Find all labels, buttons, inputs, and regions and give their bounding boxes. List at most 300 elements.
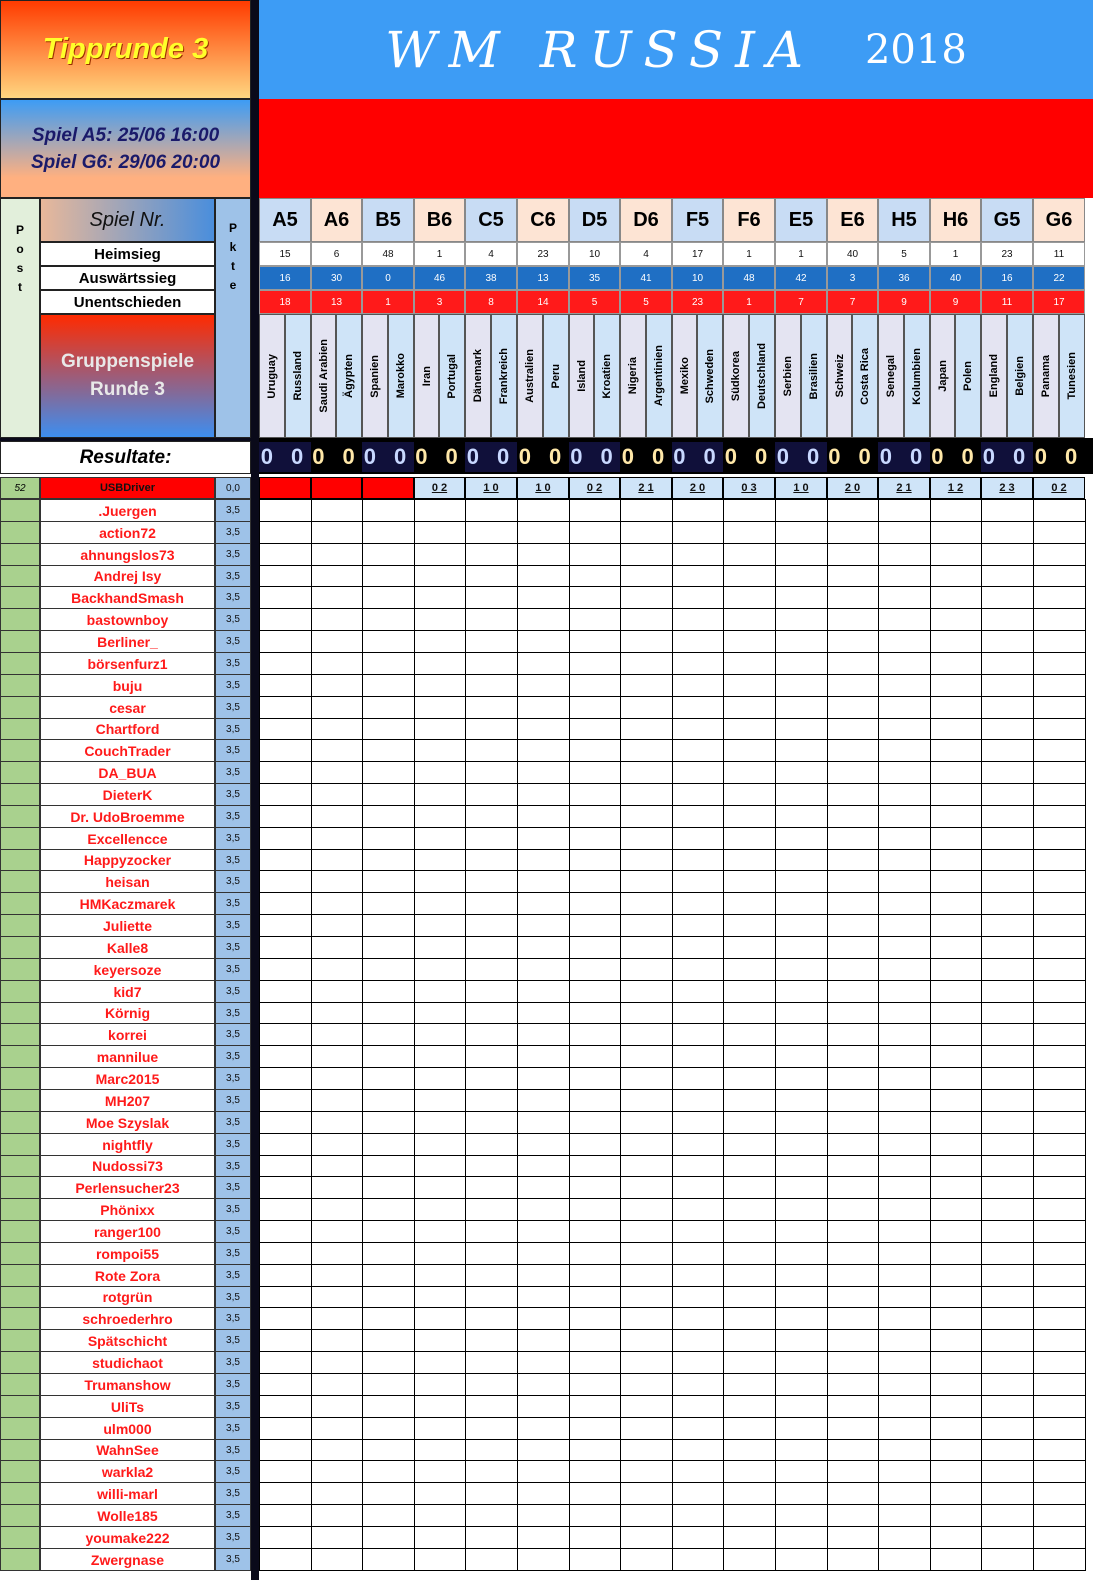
tip-cell[interactable] — [414, 1089, 466, 1112]
tip-cell[interactable] — [569, 1002, 621, 1024]
tip-cell[interactable] — [517, 1482, 570, 1505]
tip-cell[interactable] — [672, 1329, 724, 1352]
tip-cell[interactable] — [981, 674, 1034, 697]
tip-cell[interactable] — [1033, 1067, 1086, 1090]
tip-cell[interactable] — [827, 1089, 879, 1112]
tip-cell[interactable] — [672, 718, 724, 740]
tip-cell[interactable] — [517, 1460, 570, 1483]
tip-cell[interactable] — [311, 870, 363, 893]
tip-cell[interactable] — [517, 608, 570, 631]
tip-cell[interactable] — [672, 1264, 724, 1287]
tip-cell[interactable] — [827, 1307, 879, 1330]
tip-cell[interactable] — [930, 630, 982, 653]
tip-cell[interactable] — [930, 1395, 982, 1418]
tip-cell[interactable] — [723, 652, 776, 675]
tip-cell[interactable] — [827, 1198, 879, 1221]
tip-cell[interactable] — [311, 1242, 363, 1265]
tip-cell[interactable] — [620, 696, 673, 719]
tip-cell[interactable] — [362, 1023, 415, 1046]
tip-cell[interactable] — [517, 1023, 570, 1046]
tip-cell[interactable] — [259, 674, 312, 697]
tip-cell[interactable] — [930, 1526, 982, 1549]
tip-cell[interactable] — [311, 827, 363, 850]
tip-cell[interactable] — [1033, 565, 1086, 587]
tip-cell[interactable] — [723, 718, 776, 740]
tip-cell[interactable] — [1033, 1198, 1086, 1221]
tip-cell[interactable] — [878, 1417, 931, 1440]
tip-cell[interactable] — [1033, 499, 1086, 522]
tip-cell[interactable] — [362, 980, 415, 1003]
tip-cell[interactable] — [362, 674, 415, 697]
tip-cell[interactable] — [723, 1023, 776, 1046]
tip-cell[interactable] — [620, 499, 673, 522]
tip-cell[interactable] — [930, 696, 982, 719]
tip-cell[interactable] — [827, 1155, 879, 1177]
tip-cell[interactable] — [414, 827, 466, 850]
tip-cell[interactable] — [723, 1002, 776, 1024]
tip-cell[interactable] — [930, 1439, 982, 1461]
tip-cell[interactable] — [981, 739, 1034, 762]
tip-cell[interactable] — [465, 630, 518, 653]
tip-cell[interactable] — [1033, 586, 1086, 609]
tip-cell[interactable] — [723, 1176, 776, 1199]
tip-cell[interactable] — [1033, 980, 1086, 1003]
tip-cell[interactable] — [620, 892, 673, 915]
tip-cell[interactable] — [569, 1133, 621, 1156]
tip-cell[interactable] — [311, 1045, 363, 1068]
tip-cell[interactable] — [981, 761, 1034, 784]
tip-cell[interactable] — [981, 958, 1034, 981]
tip-cell[interactable] — [775, 521, 828, 544]
tip-cell[interactable] — [981, 1089, 1034, 1112]
tip-cell[interactable] — [930, 958, 982, 981]
tip-cell[interactable] — [414, 543, 466, 566]
tip-cell[interactable] — [672, 608, 724, 631]
tip-cell[interactable] — [465, 586, 518, 609]
tip-cell[interactable] — [259, 1286, 312, 1308]
tip-cell[interactable] — [930, 1329, 982, 1352]
tip-cell[interactable] — [775, 1417, 828, 1440]
tip-cell[interactable] — [465, 870, 518, 893]
tip-cell[interactable] — [414, 1329, 466, 1352]
tip-cell[interactable] — [827, 761, 879, 784]
tip-cell[interactable] — [620, 1220, 673, 1243]
tip-cell[interactable] — [414, 718, 466, 740]
tip-cell[interactable] — [981, 1023, 1034, 1046]
tip-cell[interactable] — [311, 1351, 363, 1374]
tip-cell[interactable] — [775, 652, 828, 675]
tip-cell[interactable] — [1033, 1089, 1086, 1112]
tip-cell[interactable] — [311, 1133, 363, 1156]
tip-cell[interactable] — [620, 1286, 673, 1308]
tip-cell[interactable] — [620, 980, 673, 1003]
tip-cell[interactable] — [569, 1023, 621, 1046]
tip-cell[interactable] — [517, 849, 570, 871]
tip-cell[interactable] — [465, 1329, 518, 1352]
tip-cell[interactable] — [827, 1133, 879, 1156]
tip-cell[interactable] — [930, 739, 982, 762]
tip-cell[interactable] — [362, 783, 415, 806]
tip-cell[interactable] — [465, 1155, 518, 1177]
tip-cell[interactable] — [723, 1045, 776, 1068]
tip-cell[interactable] — [930, 674, 982, 697]
tip-cell[interactable] — [465, 1023, 518, 1046]
tip-cell[interactable] — [620, 718, 673, 740]
tip-cell[interactable] — [569, 892, 621, 915]
tip-cell[interactable] — [930, 870, 982, 893]
tip-cell[interactable] — [517, 1329, 570, 1352]
tip-cell[interactable] — [362, 1242, 415, 1265]
tip-cell[interactable] — [981, 1373, 1034, 1396]
tip-cell[interactable] — [930, 936, 982, 959]
tip-cell[interactable] — [569, 914, 621, 937]
tip-cell[interactable] — [723, 499, 776, 522]
tip-cell[interactable] — [878, 1023, 931, 1046]
tip-cell[interactable] — [723, 1460, 776, 1483]
tip-cell[interactable] — [620, 761, 673, 784]
tip-cell[interactable] — [517, 892, 570, 915]
tip-cell[interactable] — [672, 1133, 724, 1156]
tip-cell[interactable] — [311, 958, 363, 981]
tip-cell[interactable] — [259, 870, 312, 893]
tip-cell[interactable] — [414, 739, 466, 762]
tip-cell[interactable] — [775, 1089, 828, 1112]
tip-cell[interactable] — [930, 521, 982, 544]
tip-cell[interactable] — [1033, 958, 1086, 981]
tip-cell[interactable] — [569, 1067, 621, 1090]
tip-cell[interactable] — [362, 1067, 415, 1090]
tip-cell[interactable] — [930, 980, 982, 1003]
tip-cell[interactable] — [981, 827, 1034, 850]
tip-cell[interactable] — [775, 914, 828, 937]
tip-cell[interactable] — [465, 696, 518, 719]
tip-cell[interactable] — [672, 980, 724, 1003]
tip-cell[interactable] — [311, 1198, 363, 1221]
tip-cell[interactable] — [620, 1417, 673, 1440]
tip-cell[interactable] — [362, 739, 415, 762]
tip-cell[interactable] — [569, 1373, 621, 1396]
tip-cell[interactable] — [362, 1089, 415, 1112]
tip-cell[interactable] — [930, 718, 982, 740]
tip-cell[interactable] — [362, 1482, 415, 1505]
tip-cell[interactable] — [259, 1155, 312, 1177]
tip-cell[interactable] — [620, 783, 673, 806]
tip-cell[interactable] — [620, 521, 673, 544]
tip-cell[interactable] — [362, 499, 415, 522]
tip-cell[interactable] — [465, 1198, 518, 1221]
tip-cell[interactable] — [414, 805, 466, 828]
tip-cell[interactable] — [362, 565, 415, 587]
tip-cell[interactable] — [775, 1373, 828, 1396]
tip-cell[interactable] — [878, 1089, 931, 1112]
tip-cell[interactable] — [878, 980, 931, 1003]
tip-cell[interactable] — [569, 849, 621, 871]
tip-cell[interactable] — [672, 936, 724, 959]
tip-cell[interactable] — [1033, 674, 1086, 697]
tip-cell[interactable] — [362, 849, 415, 871]
tip-cell[interactable] — [259, 1526, 312, 1549]
tip-cell[interactable] — [517, 827, 570, 850]
tip-cell[interactable] — [878, 849, 931, 871]
tip-cell[interactable] — [517, 1307, 570, 1330]
tip-cell[interactable] — [465, 1002, 518, 1024]
tip-cell[interactable] — [723, 1329, 776, 1352]
tip-cell[interactable] — [517, 1373, 570, 1396]
tip-cell[interactable] — [569, 827, 621, 850]
tip-cell[interactable] — [723, 1286, 776, 1308]
tip-cell[interactable] — [569, 565, 621, 587]
tip-cell[interactable] — [981, 1242, 1034, 1265]
tip-cell[interactable] — [981, 870, 1034, 893]
tip-cell[interactable] — [981, 1176, 1034, 1199]
tip-cell[interactable] — [414, 1526, 466, 1549]
tip-cell[interactable] — [620, 1067, 673, 1090]
tip-cell[interactable] — [1033, 1504, 1086, 1527]
tip-cell[interactable] — [827, 1417, 879, 1440]
tip-cell[interactable] — [259, 586, 312, 609]
tip-cell[interactable] — [672, 1111, 724, 1134]
tip-cell[interactable] — [517, 1264, 570, 1287]
tip-cell[interactable] — [723, 565, 776, 587]
tip-cell[interactable] — [465, 914, 518, 937]
tip-cell[interactable] — [827, 608, 879, 631]
tip-cell[interactable] — [569, 1307, 621, 1330]
tip-cell[interactable] — [775, 1045, 828, 1068]
tip-cell[interactable] — [723, 608, 776, 631]
tip-cell[interactable] — [465, 1504, 518, 1527]
tip-cell[interactable] — [981, 543, 1034, 566]
tip-cell[interactable] — [981, 608, 1034, 631]
tip-cell[interactable] — [311, 1286, 363, 1308]
tip-cell[interactable] — [723, 586, 776, 609]
tip-cell[interactable] — [414, 674, 466, 697]
tip-cell[interactable] — [465, 936, 518, 959]
tip-cell[interactable] — [414, 499, 466, 522]
tip-cell[interactable] — [672, 1220, 724, 1243]
tip-cell[interactable] — [672, 1002, 724, 1024]
tip-cell[interactable] — [620, 1133, 673, 1156]
tip-cell[interactable] — [981, 892, 1034, 915]
tip-cell[interactable] — [827, 696, 879, 719]
tip-cell[interactable] — [775, 1286, 828, 1308]
tip-cell[interactable] — [930, 892, 982, 915]
tip-cell[interactable] — [517, 1417, 570, 1440]
tip-cell[interactable] — [930, 1220, 982, 1243]
tip-cell[interactable] — [930, 1002, 982, 1024]
tip-cell[interactable] — [775, 1242, 828, 1265]
tip-cell[interactable] — [723, 674, 776, 697]
tip-cell[interactable] — [775, 1395, 828, 1418]
tip-cell[interactable] — [259, 936, 312, 959]
tip-cell[interactable] — [465, 499, 518, 522]
tip-cell[interactable] — [259, 980, 312, 1003]
tip-cell[interactable] — [620, 1242, 673, 1265]
tip-cell[interactable] — [930, 1155, 982, 1177]
tip-cell[interactable] — [775, 1526, 828, 1549]
tip-cell[interactable] — [827, 652, 879, 675]
tip-cell[interactable] — [362, 1307, 415, 1330]
tip-cell[interactable] — [259, 849, 312, 871]
tip-cell[interactable] — [517, 1111, 570, 1134]
tip-cell[interactable] — [723, 543, 776, 566]
tip-cell[interactable] — [311, 783, 363, 806]
tip-cell[interactable] — [1033, 761, 1086, 784]
tip-cell[interactable] — [465, 1351, 518, 1374]
tip-cell[interactable] — [827, 718, 879, 740]
tip-cell[interactable] — [827, 1176, 879, 1199]
tip-cell[interactable] — [981, 1198, 1034, 1221]
tip-cell[interactable] — [569, 696, 621, 719]
tip-cell[interactable] — [775, 1002, 828, 1024]
tip-cell[interactable] — [465, 543, 518, 566]
tip-cell[interactable] — [569, 1417, 621, 1440]
tip-cell[interactable] — [1033, 652, 1086, 675]
tip-cell[interactable] — [517, 586, 570, 609]
tip-cell[interactable] — [620, 565, 673, 587]
tip-cell[interactable] — [414, 1176, 466, 1199]
tip-cell[interactable] — [672, 827, 724, 850]
tip-cell[interactable] — [259, 1002, 312, 1024]
tip-cell[interactable] — [517, 1089, 570, 1112]
tip-cell[interactable] — [723, 1242, 776, 1265]
tip-cell[interactable] — [569, 870, 621, 893]
tip-cell[interactable] — [981, 1395, 1034, 1418]
tip-cell[interactable] — [878, 936, 931, 959]
tip-cell[interactable] — [414, 565, 466, 587]
tip-cell[interactable] — [930, 1045, 982, 1068]
tip-cell[interactable] — [672, 1307, 724, 1330]
tip-cell[interactable] — [311, 849, 363, 871]
tip-cell[interactable] — [930, 1067, 982, 1090]
tip-cell[interactable] — [569, 1482, 621, 1505]
tip-cell[interactable] — [775, 761, 828, 784]
tip-cell[interactable] — [362, 870, 415, 893]
tip-cell[interactable] — [930, 1242, 982, 1265]
tip-cell[interactable] — [827, 827, 879, 850]
tip-cell[interactable] — [775, 1504, 828, 1527]
tip-cell[interactable] — [362, 1351, 415, 1374]
tip-cell[interactable] — [930, 783, 982, 806]
tip-cell[interactable] — [259, 1351, 312, 1374]
tip-cell[interactable] — [723, 1133, 776, 1156]
tip-cell[interactable] — [362, 630, 415, 653]
tip-cell[interactable] — [981, 630, 1034, 653]
tip-cell[interactable] — [672, 1460, 724, 1483]
tip-cell[interactable] — [723, 980, 776, 1003]
tip-cell[interactable] — [930, 1023, 982, 1046]
tip-cell[interactable] — [259, 805, 312, 828]
tip-cell[interactable] — [362, 892, 415, 915]
tip-cell[interactable] — [517, 1045, 570, 1068]
tip-cell[interactable] — [517, 783, 570, 806]
tip-cell[interactable] — [930, 1351, 982, 1374]
tip-cell[interactable] — [827, 1373, 879, 1396]
tip-cell[interactable] — [465, 1067, 518, 1090]
tip-cell[interactable] — [1033, 1286, 1086, 1308]
tip-cell[interactable] — [620, 1089, 673, 1112]
tip-cell[interactable] — [259, 1176, 312, 1199]
tip-cell[interactable] — [311, 1002, 363, 1024]
tip-cell[interactable] — [878, 1504, 931, 1527]
tip-cell[interactable] — [311, 761, 363, 784]
tip-cell[interactable] — [311, 1395, 363, 1418]
tip-cell[interactable] — [311, 980, 363, 1003]
tip-cell[interactable] — [311, 1373, 363, 1396]
tip-cell[interactable] — [517, 1198, 570, 1221]
tip-cell[interactable] — [672, 521, 724, 544]
tip-cell[interactable] — [827, 870, 879, 893]
tip-cell[interactable] — [827, 849, 879, 871]
tip-cell[interactable] — [775, 696, 828, 719]
tip-cell[interactable] — [620, 827, 673, 850]
tip-cell[interactable] — [878, 1198, 931, 1221]
tip-cell[interactable] — [414, 1351, 466, 1374]
tip-cell[interactable] — [827, 1220, 879, 1243]
tip-cell[interactable] — [414, 586, 466, 609]
tip-cell[interactable] — [465, 608, 518, 631]
tip-cell[interactable] — [775, 1329, 828, 1352]
tip-cell[interactable] — [414, 630, 466, 653]
tip-cell[interactable] — [981, 980, 1034, 1003]
tip-cell[interactable] — [1033, 1045, 1086, 1068]
tip-cell[interactable] — [259, 1220, 312, 1243]
tip-cell[interactable] — [930, 1176, 982, 1199]
tip-cell[interactable] — [878, 1111, 931, 1134]
tip-cell[interactable] — [414, 783, 466, 806]
tip-cell[interactable] — [620, 849, 673, 871]
tip-cell[interactable] — [362, 1002, 415, 1024]
tip-cell[interactable] — [672, 1089, 724, 1112]
tip-cell[interactable] — [723, 1307, 776, 1330]
tip-cell[interactable] — [259, 1133, 312, 1156]
tip-cell[interactable] — [775, 674, 828, 697]
tip-cell[interactable] — [311, 805, 363, 828]
tip-cell[interactable] — [827, 783, 879, 806]
tip-cell[interactable] — [827, 499, 879, 522]
tip-cell[interactable] — [465, 739, 518, 762]
tip-cell[interactable] — [1033, 1155, 1086, 1177]
tip-cell[interactable] — [311, 739, 363, 762]
tip-cell[interactable] — [465, 1133, 518, 1156]
tip-cell[interactable] — [981, 1460, 1034, 1483]
tip-cell[interactable] — [775, 1307, 828, 1330]
tip-cell[interactable] — [827, 892, 879, 915]
tip-cell[interactable] — [775, 1067, 828, 1090]
tip-cell[interactable] — [517, 980, 570, 1003]
tip-cell[interactable] — [981, 849, 1034, 871]
tip-cell[interactable] — [723, 1526, 776, 1549]
tip-cell[interactable] — [569, 1264, 621, 1287]
tip-cell[interactable] — [827, 1111, 879, 1134]
tip-cell[interactable] — [878, 1286, 931, 1308]
tip-cell[interactable] — [981, 521, 1034, 544]
tip-cell[interactable] — [362, 718, 415, 740]
tip-cell[interactable] — [878, 892, 931, 915]
tip-cell[interactable] — [362, 1417, 415, 1440]
tip-cell[interactable] — [569, 718, 621, 740]
tip-cell[interactable] — [465, 1548, 518, 1571]
tip-cell[interactable] — [775, 1198, 828, 1221]
tip-cell[interactable] — [878, 805, 931, 828]
tip-cell[interactable] — [723, 1373, 776, 1396]
tip-cell[interactable] — [981, 1417, 1034, 1440]
tip-cell[interactable] — [878, 586, 931, 609]
tip-cell[interactable] — [981, 1482, 1034, 1505]
tip-cell[interactable] — [362, 543, 415, 566]
tip-cell[interactable] — [827, 1329, 879, 1352]
tip-cell[interactable] — [569, 739, 621, 762]
tip-cell[interactable] — [414, 521, 466, 544]
